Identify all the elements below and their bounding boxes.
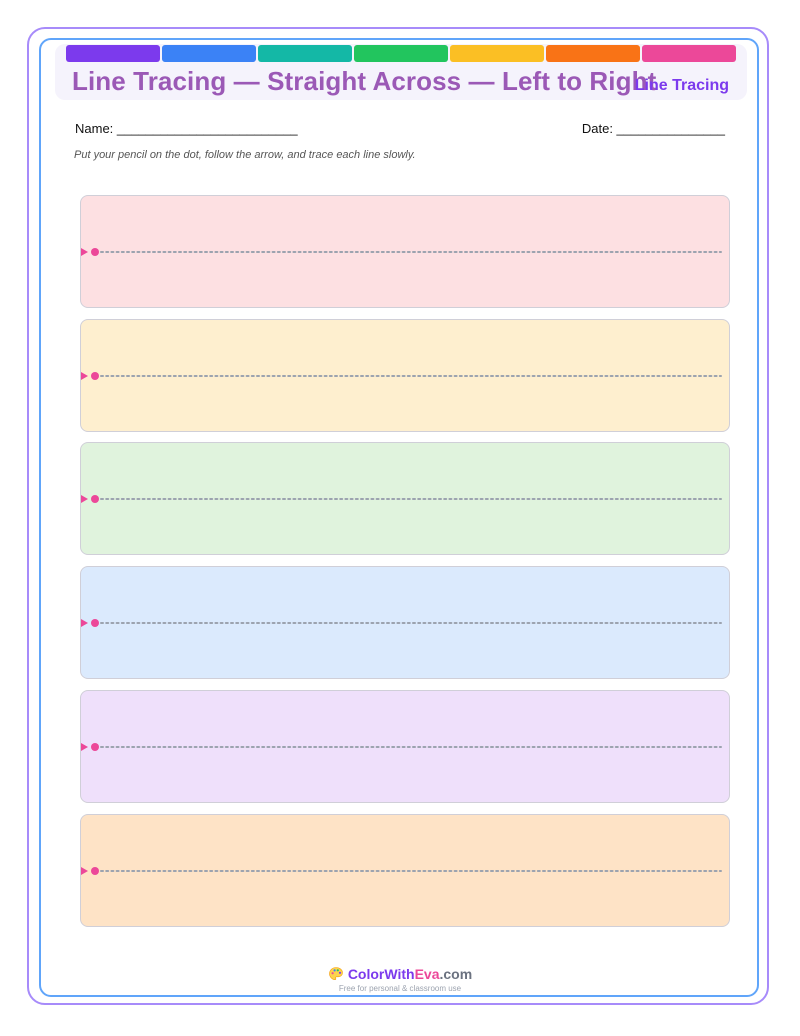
arrow-icon (81, 619, 88, 627)
brand-with: With (384, 966, 415, 983)
start-dot (91, 743, 99, 751)
palette-icon (328, 966, 344, 985)
footer (0, 966, 800, 993)
start-dot (91, 619, 99, 627)
start-dot (91, 372, 99, 380)
brand-color: Color (347, 966, 385, 983)
arrow-icon (81, 372, 88, 380)
tracing-row-1 (80, 195, 730, 308)
color-bar-7 (642, 45, 736, 62)
name-field: Name: _________________________ (75, 121, 298, 136)
color-bar-3 (258, 45, 352, 62)
arrow-icon (81, 248, 88, 256)
brand-eva: Eva (414, 966, 440, 983)
color-bar-strip (66, 45, 736, 62)
color-bar-5 (450, 45, 544, 62)
arrow-icon (81, 495, 88, 503)
color-bar-6 (546, 45, 640, 62)
brand-com: .com (439, 966, 473, 983)
start-dot (91, 867, 99, 875)
tracing-row-4 (80, 566, 730, 679)
page-title: Line Tracing — Straight Across — Left to Right (72, 66, 657, 96)
start-dot (91, 248, 99, 256)
tracing-row-3 (80, 442, 730, 555)
tracing-row-5 (80, 690, 730, 803)
color-bar-4 (354, 45, 448, 62)
tracing-row-2 (80, 319, 730, 432)
instructions: Put your pencil on the dot, follow the arrow, and trace each line slowly. (74, 149, 416, 161)
footer-subtitle: Free for personal & classroom use (338, 984, 462, 993)
arrow-icon (81, 743, 88, 751)
color-bar-1 (66, 45, 160, 62)
worksheet-tag: Line Tracing (634, 77, 729, 94)
date-field: Date: _______________ (581, 121, 725, 136)
tracing-row-6 (80, 814, 730, 927)
color-bar-2 (162, 45, 256, 62)
arrow-icon (81, 867, 88, 875)
brand-name (0, 966, 800, 985)
start-dot (91, 495, 99, 503)
